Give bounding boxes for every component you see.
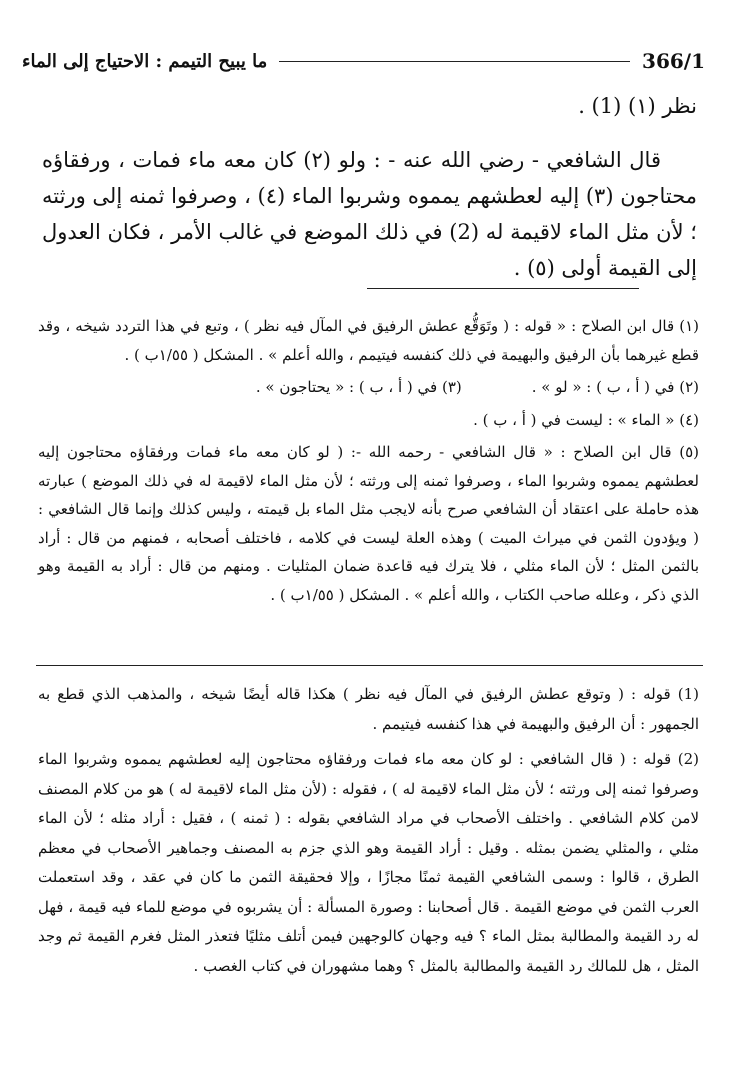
running-title: ما يبيح التيمم : الاحتياج إلى الماء xyxy=(22,50,268,72)
footnote-separator xyxy=(367,288,639,289)
commentary-footnote-2: (2) قوله : ( قال الشافعي : لو كان معه ماء فمات ورفقاؤه محتاجون إليه لعطشهم يمموه وشربوا الماء وصرفوا ثمنه إلى ورثته ؛ لأن مثل الماء لاقيمة له ) ، فقوله : (لأن مثل الماء لاقيمة له ) هو من كلام المصنف لامن كلام الشافعي . واختلف الأصحاب في مراد الشافعي بقوله : ( ثمنه ) ، فقيل : أراد مثله ؛ لأن الماء مثلي ، والمثلي يضمن بمثله . وقيل : أراد القيمة وهو الذي جزم به المصنف وجماهير الأصحاب في معظم الطرق ، قالوا : وسمى الشافعي القيمة ثمنًا مجازًا ، وإلا فحقيقة الثمن ما كان في عقد ، وقد استعملت العرب الثمن في موضع القيمة . قال أصحابنا : وصورة المسألة : أن يشربوه في موضع للماء فيه قيمة ، فهل له رد القيمة والمطالبة بمثل الماء ؟ فيه وجهان كالوجهين فيمن أتلف مثليًا فتعذر المثل فغرم القيمة ثم وجد المثل ، هل للمالك رد القيمة والمطالبة بالمثل ؟ وهما مشهوران في كتاب الغصب . xyxy=(38,750,699,975)
editor-footnote-5: (٥) قال ابن الصلاح : « قال الشافعي - رحمه الله -: ( لو كان معه ماء فمات ورفقاؤه محتاجون إليه لعطشهم يمموه وشربوا الماء ، وصرفوا ثمنه إلى ورثته ؛ لأن مثل الماء لاقيمة له في ذلك الموضع ) عبارته هذه حاملة على اعتقاد أن الشافعي صرح بأنه لايجب مثل الماء بل قيمته ، وليس كذلك وإنما قال الشافعي : ( ويؤدون الثمن في ميراث الميت ) وهذه العلة ليست في كلامه ، فاختلف أصحابه ، فمنهم من قال : أراد بالثمن المثل ؛ لأن الماء مثلي ، فلا يترك فيه قاعدة ضمان المثليات . ومنهم من قال : أراد به القيمة وهو الذي ذكر ، وعلله صاحب الكتاب ، والله أعلم » . المشكل ( ١/٥٥ب ) . xyxy=(38,443,699,604)
commentary-footnotes xyxy=(38,680,699,981)
page-header xyxy=(22,44,705,78)
commentary-separator xyxy=(36,665,703,666)
editor-footnotes-2-3 xyxy=(38,373,699,402)
commentary-footnote-1: (1) قوله : ( وتوقع عطش الرفيق في المآل فيه نظر ) هكذا قاله أيضًا شيخه ، والمذهب الذي قطع به الجمهور : أن الرفيق والبهيمة في هذا كنفسه فيتيمم . xyxy=(38,685,699,733)
header-rule xyxy=(279,61,630,62)
editor-footnote-4: (٤) « الماء » : ليست في ( أ ، ب ) . xyxy=(473,410,699,429)
page-number: 366/1 xyxy=(642,49,705,73)
editor-footnote-3: (٣) في ( أ ، ب ) : « يحتاجون » . xyxy=(255,378,462,396)
main-paragraph-2: قال الشافعي - رضي الله عنه - : ولو (٢) كان معه ماء فمات ، ورفقاؤه محتاجون (٣) إليه لعطشهم يمموه وشربوا الماء (٤) ، وصرفوا ثمنه إلى ورثته ؛ لأن مثل الماء لاقيمة له (2) في ذلك الموضع في غالب الأمر ، فكان العدول إلى القيمة أولى (٥) . xyxy=(42,148,698,280)
main-paragraph-1: نظر (١) (1) . xyxy=(578,94,697,118)
editor-footnote-2: (٢) في ( أ ، ب ) : « لو » . xyxy=(531,378,699,396)
editor-footnote-1: (١) قال ابن الصلاح : « قوله : ( وتَوَقُّع عطش الرفيق في المآل فيه نظر ) ، وتبع في هذا التردد شيخه ، وقد قطع غيرهما بأن الرفيق والبهيمة في ذلك كنفسه فيتيمم ، والله أعلم » . المشكل ( ١/٥٥ب ) . xyxy=(38,317,699,364)
main-text xyxy=(42,88,697,286)
editor-footnotes xyxy=(38,312,699,609)
